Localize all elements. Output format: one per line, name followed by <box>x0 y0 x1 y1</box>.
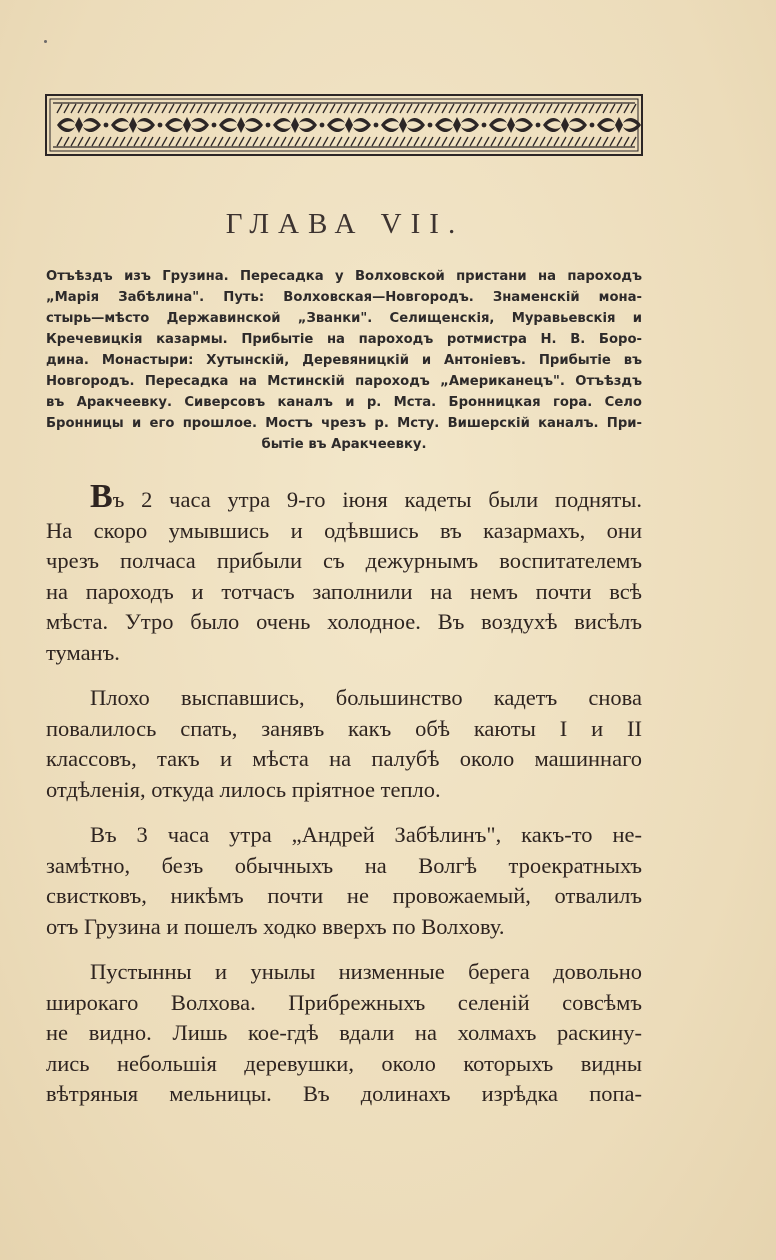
text-line: отъ Грузина и пошелъ ходко вверхъ по Волхову. <box>46 913 505 939</box>
summary-line: Кречевицкія казармы. Прибытіе на пароходъ ротмистра Н. В. Боро- <box>46 332 642 347</box>
text-line: повалилось спать, занявъ какъ обѣ каюты I и II <box>46 715 642 741</box>
chapter-title: ГЛАВА VII. <box>225 208 465 240</box>
text-line: широкаго Волхова. Прибрежныхъ селеній совсѣмъ <box>46 989 642 1015</box>
text-line: туманъ. <box>46 639 120 665</box>
text-line: на пароходъ и тотчасъ заполнили на немъ почти всѣ <box>46 578 642 604</box>
chapter-body <box>46 478 642 1125</box>
drop-cap: В <box>90 478 113 515</box>
text-line: Плохо выспавшись, большинство кадетъ снова <box>90 685 642 710</box>
text-line: свистковъ, никѣмъ почти не провожаемый, отвалилъ <box>46 883 642 908</box>
paragraph <box>46 957 642 1110</box>
summary-line: Новгородъ. Пересадка на Мстинскій пароходъ „Американецъ". Отъѣздъ <box>46 374 642 389</box>
text-line: мѣста. Утро было очень холодное. Въ воздухѣ висѣлъ <box>46 609 642 634</box>
paragraph <box>46 820 642 942</box>
text-line: Пустынны и унылы низменные берега довольно <box>90 959 642 984</box>
paragraph <box>46 478 642 668</box>
summary-line: „Марія Забѣлина". Путь: Волховская—Новгородъ. Знаменскій мона- <box>46 290 642 305</box>
chapter-summary <box>46 266 642 455</box>
text-line: На скоро умывшись и одѣвшись въ казармахъ, они <box>46 517 642 543</box>
text-line-rest: ъ 2 часа утра 9-го іюня кадеты были подняты. <box>112 487 642 512</box>
summary-line: Бронницы и его прошлое. Мостъ чрезъ р. Мсту. Вишерскій каналъ. При- <box>46 416 642 431</box>
text-line: лись небольшія деревушки, около которыхъ видны <box>46 1050 642 1076</box>
speck-mark <box>44 40 47 43</box>
text-line: чрезъ полчаса прибыли съ дежурнымъ воспитателемъ <box>46 548 642 573</box>
summary-line: въ Аракчеевку. Сиверсовъ каналъ и р. Мста. Бронницкая гора. Село <box>46 395 642 410</box>
summary-line: Отъѣздъ изъ Грузина. Пересадка у Волховской пристани на пароходъ <box>46 269 642 284</box>
paragraph <box>46 683 642 805</box>
text-line <box>46 478 642 516</box>
ornamental-headpiece <box>45 94 643 156</box>
text-line: вѣтряныя мельницы. Въ долинахъ изрѣдка попа- <box>46 1081 642 1106</box>
summary-line: стырь—мѣсто Державинской „Званки". Селищенскія, Муравьевскія и <box>46 311 642 326</box>
summary-line: дина. Монастыри: Хутынскій, Деревяницкій и Антоніевъ. Прибытіе въ <box>46 353 642 368</box>
text-line: не видно. Лишь кое-гдѣ вдали на холмахъ раскину- <box>46 1020 642 1045</box>
text-line: отдѣленія, откуда лилось пріятное тепло. <box>46 776 441 802</box>
text-line: замѣтно, безъ обычныхъ на Волгѣ троекратныхъ <box>46 852 642 878</box>
text-line: классовъ, такъ и мѣста на палубѣ около машиннаго <box>46 746 642 771</box>
text-line: Въ 3 часа утра „Андрей Забѣлинъ", какъ-то не- <box>90 822 642 847</box>
summary-line: бытіе въ Аракчеевку. <box>261 437 427 452</box>
